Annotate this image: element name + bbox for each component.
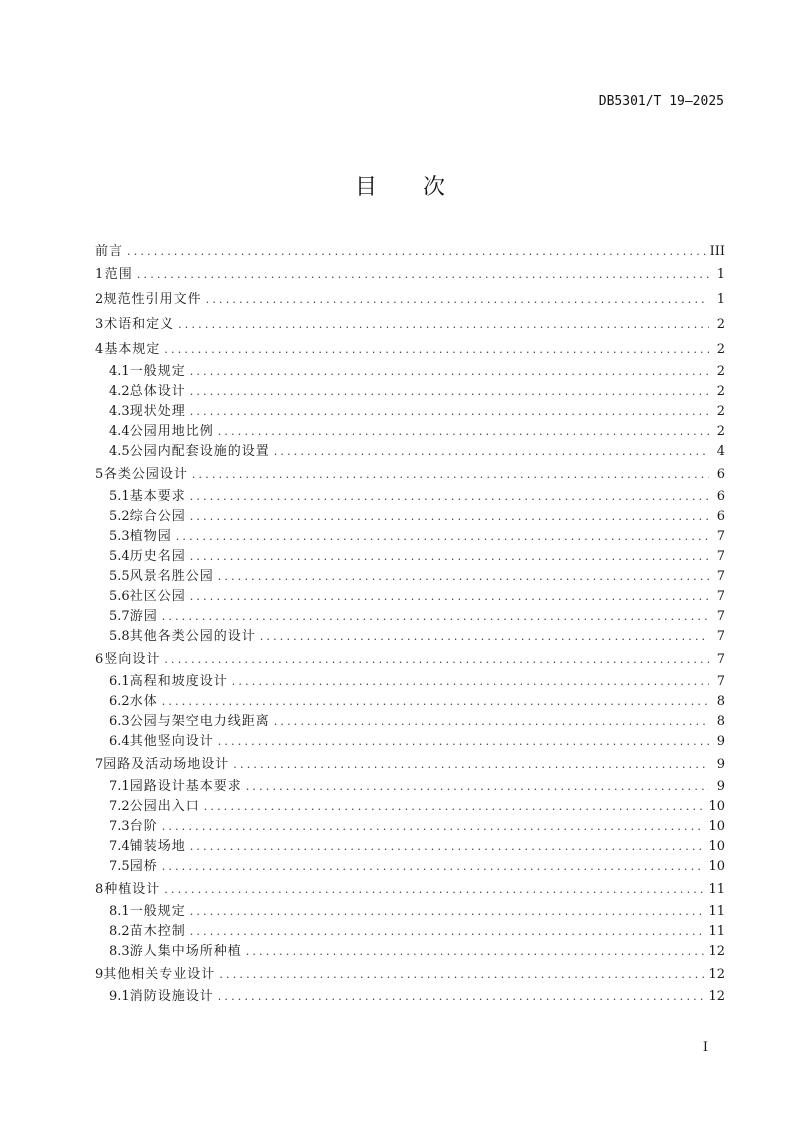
- toc-entry-label: 总体设计: [129, 384, 186, 399]
- toc-entry-number: 7.2: [109, 799, 130, 814]
- toc-entry-label: 范围: [104, 267, 133, 282]
- toc-entry-number: 6: [95, 652, 104, 667]
- toc-entry-page: 7: [716, 589, 725, 604]
- toc-entry-label: 规范性引用文件: [103, 292, 202, 307]
- toc-entry-label: 社区公园: [129, 589, 186, 604]
- title-char-1: 目: [354, 175, 377, 200]
- toc-entry-page: 12: [708, 989, 725, 1004]
- toc-subentry[interactable]: [95, 442, 725, 462]
- dot-leader: [274, 712, 709, 732]
- toc-entry[interactable]: [95, 752, 725, 777]
- toc-subentry[interactable]: [95, 362, 725, 382]
- toc-entry-number: 8.2: [109, 924, 130, 939]
- toc-entry[interactable]: [95, 337, 725, 362]
- dot-leader: [190, 902, 705, 922]
- toc-entry-page: 7: [716, 674, 725, 689]
- toc-entry-page: 12: [708, 967, 725, 982]
- dot-leader: [190, 382, 709, 402]
- toc-subentry[interactable]: [95, 942, 725, 962]
- dot-leader: [219, 962, 704, 987]
- toc-subentry[interactable]: [95, 547, 725, 567]
- toc-entry-number: 4.4: [109, 424, 130, 439]
- toc-entry-label: 前言: [95, 244, 124, 259]
- toc-entry-number: 6.1: [109, 674, 130, 689]
- toc-entry-page: 11: [708, 924, 725, 939]
- toc-entry-label: 消防设施设计: [129, 989, 214, 1004]
- toc-entry-label: 园桥: [129, 859, 158, 874]
- toc-entry-page: 7: [716, 529, 725, 544]
- toc-entry-page: 7: [716, 609, 725, 624]
- toc-entry-page: 10: [708, 799, 725, 814]
- toc-subentry[interactable]: [95, 692, 725, 712]
- toc-entry-page: 12: [708, 944, 725, 959]
- toc-entry-page: 10: [708, 819, 725, 834]
- dot-leader: [204, 797, 705, 817]
- toc-entry-number: 4.1: [109, 364, 130, 379]
- toc-entry[interactable]: [95, 647, 725, 672]
- toc-entry-label: 铺装场地: [129, 839, 186, 854]
- toc-entry-page: 9: [716, 734, 725, 749]
- toc-entry-page: 11: [708, 904, 725, 919]
- toc-entry-label: 公园用地比例: [129, 424, 214, 439]
- toc-entry-number: 2: [95, 292, 104, 307]
- toc-entry-label: 历史名园: [129, 549, 186, 564]
- toc-entry-number: 4.3: [109, 404, 130, 419]
- toc-entry-page: 2: [716, 342, 725, 357]
- toc-entry-number: 7.1: [109, 779, 130, 794]
- toc-entry-number: 7.5: [109, 859, 130, 874]
- dot-leader: [164, 337, 709, 362]
- toc-entry-number: 8.1: [109, 904, 130, 919]
- toc-entry-page: 4: [716, 444, 725, 459]
- toc-entry-label: 台阶: [129, 819, 158, 834]
- toc-subentry[interactable]: [95, 922, 725, 942]
- toc-entry-number: 3: [95, 317, 104, 332]
- toc-entry-page: 9: [716, 779, 725, 794]
- dot-leader: [162, 857, 705, 877]
- toc-subentry[interactable]: [95, 587, 725, 607]
- toc-entry-label: 一般规定: [129, 904, 186, 919]
- toc-entry-number: 8.3: [109, 944, 130, 959]
- toc-entry-label: 种植设计: [104, 882, 161, 897]
- toc-entry-page: 2: [716, 384, 725, 399]
- toc-entry[interactable]: [95, 287, 725, 312]
- toc-entry-number: 5.3: [109, 529, 130, 544]
- dot-leader: [274, 442, 709, 462]
- toc-entry-number: 5.6: [109, 589, 130, 604]
- toc-entry-page: 6: [716, 509, 725, 524]
- toc-entry-number: 6.2: [109, 694, 130, 709]
- toc-subentry[interactable]: [95, 777, 725, 797]
- toc-entry-page: 8: [716, 694, 725, 709]
- toc-entry-number: 5.8: [109, 629, 130, 644]
- document-code: DB5301/T 19—2025: [598, 94, 724, 109]
- toc-entry-number: 9.1: [109, 989, 130, 1004]
- toc-entry-number: 4.5: [109, 444, 130, 459]
- toc-entry-label: 其他相关专业设计: [103, 967, 216, 982]
- toc-subentry[interactable]: [95, 672, 725, 692]
- page-title: [0, 170, 800, 201]
- toc-entry-label: 现状处理: [129, 404, 186, 419]
- toc-entry-page: 8: [716, 714, 725, 729]
- toc-entry[interactable]: [95, 877, 725, 902]
- toc-entry-page: 2: [716, 424, 725, 439]
- dot-leader: [192, 462, 709, 487]
- toc-entry-page: 1: [716, 292, 725, 307]
- toc-subentry[interactable]: [95, 712, 725, 732]
- toc-entry-label: 植物园: [129, 529, 172, 544]
- toc-entry-number: 5.5: [109, 569, 130, 584]
- toc-subentry[interactable]: [95, 857, 725, 877]
- toc-entry-label: 高程和坡度设计: [129, 674, 228, 689]
- dot-leader: [190, 487, 709, 507]
- dot-leader: [190, 362, 709, 382]
- dot-leader: [162, 607, 709, 627]
- toc-entry-number: 4.2: [109, 384, 130, 399]
- dot-leader: [246, 777, 709, 797]
- dot-leader: [178, 312, 709, 337]
- toc-entry-page: 10: [708, 839, 725, 854]
- title-char-2: 次: [423, 175, 446, 200]
- dot-leader: [190, 837, 705, 857]
- dot-leader: [260, 627, 709, 647]
- toc-entry-number: 5.7: [109, 609, 130, 624]
- toc-entry-label: 水体: [129, 694, 158, 709]
- toc-entry-label: 园路及活动场地设计: [103, 757, 230, 772]
- toc-entry-label: 公园内配套设施的设置: [129, 444, 270, 459]
- toc-subentry[interactable]: [95, 507, 725, 527]
- toc-entry-page: 1: [716, 267, 725, 282]
- toc-entry-page: 9: [716, 757, 725, 772]
- toc-subentry[interactable]: [95, 487, 725, 507]
- toc-entry-number: 5.1: [109, 489, 130, 504]
- toc-entry-number: 5.2: [109, 509, 130, 524]
- toc-subentry[interactable]: [95, 402, 725, 422]
- toc-entry-number: 5: [95, 467, 104, 482]
- toc-entry-page: 7: [716, 629, 725, 644]
- dot-leader: [233, 752, 709, 777]
- toc-entry-page: 10: [708, 859, 725, 874]
- toc-entry-page: 6: [716, 489, 725, 504]
- toc-entry-page: 6: [716, 467, 725, 482]
- dot-leader: [164, 647, 709, 672]
- toc-entry-number: 7.4: [109, 839, 130, 854]
- toc-entry-label: 游园: [129, 609, 158, 624]
- toc-entry-label: 其他各类公园的设计: [129, 629, 256, 644]
- toc-entry-label: 基本规定: [104, 342, 161, 357]
- toc-entry-number: 6.4: [109, 734, 130, 749]
- dot-leader: [218, 987, 705, 1007]
- dot-leader: [218, 732, 709, 752]
- toc-entry-number: 1: [95, 267, 104, 282]
- toc-entry[interactable]: [95, 262, 725, 287]
- dot-leader: [127, 242, 706, 262]
- toc-entry-number: 7: [95, 757, 104, 772]
- dot-leader: [218, 422, 709, 442]
- toc-entry-label: 各类公园设计: [103, 467, 188, 482]
- toc-subentry[interactable]: [95, 837, 725, 857]
- toc-entry-label: 游人集中场所种植: [129, 944, 242, 959]
- dot-leader: [246, 942, 705, 962]
- toc-entry-page: III: [709, 244, 725, 259]
- toc-entry-label: 风景名胜公园: [129, 569, 214, 584]
- dot-leader: [206, 287, 709, 312]
- toc-entry-number: 6.3: [109, 714, 130, 729]
- dot-leader: [218, 567, 709, 587]
- toc-entry-page: 7: [716, 549, 725, 564]
- toc-entry-page: 11: [708, 882, 725, 897]
- toc-entry-number: 5.4: [109, 549, 130, 564]
- toc-entry-label: 综合公园: [129, 509, 186, 524]
- toc-subentry[interactable]: [95, 987, 725, 1007]
- toc-subentry[interactable]: [95, 902, 725, 922]
- toc-entry-number: 9: [95, 967, 104, 982]
- toc-entry-page: 2: [716, 404, 725, 419]
- dot-leader: [232, 672, 709, 692]
- toc-entry-page: 7: [716, 569, 725, 584]
- toc-entry-label: 其他竖向设计: [129, 734, 214, 749]
- toc-entry-label: 一般规定: [129, 364, 186, 379]
- toc-entry-page: 7: [716, 652, 725, 667]
- toc-entry-page: 2: [716, 364, 725, 379]
- toc-entry-label: 园路设计基本要求: [129, 779, 242, 794]
- dot-leader: [162, 817, 705, 837]
- dot-leader: [190, 547, 709, 567]
- toc-entry-number: 7.3: [109, 819, 130, 834]
- toc-entry-label: 苗木控制: [129, 924, 186, 939]
- footer-page-number: I: [702, 1040, 708, 1055]
- dot-leader: [137, 262, 709, 287]
- toc-entry-label: 基本要求: [129, 489, 186, 504]
- dot-leader: [190, 507, 709, 527]
- toc-subentry[interactable]: [95, 527, 725, 547]
- toc-entry-number: 4: [95, 342, 104, 357]
- toc-entry-label: 术语和定义: [104, 317, 175, 332]
- toc-subentry[interactable]: [95, 732, 725, 752]
- dot-leader: [176, 527, 709, 547]
- table-of-contents: [95, 242, 725, 1007]
- toc-subentry[interactable]: [95, 797, 725, 817]
- dot-leader: [164, 877, 704, 902]
- dot-leader: [190, 587, 709, 607]
- toc-entry-page: 2: [716, 317, 725, 332]
- toc-entry[interactable]: [95, 312, 725, 337]
- toc-entry[interactable]: [95, 962, 725, 987]
- toc-subentry[interactable]: [95, 607, 725, 627]
- toc-entry-number: 8: [95, 882, 104, 897]
- dot-leader: [190, 922, 705, 942]
- toc-subentry[interactable]: [95, 422, 725, 442]
- toc-entry-label: 竖向设计: [104, 652, 161, 667]
- toc-subentry[interactable]: [95, 817, 725, 837]
- toc-entry[interactable]: [95, 242, 725, 262]
- toc-entry-label: 公园与架空电力线距离: [129, 714, 270, 729]
- toc-subentry[interactable]: [95, 567, 725, 587]
- dot-leader: [190, 402, 709, 422]
- toc-subentry[interactable]: [95, 382, 725, 402]
- toc-subentry[interactable]: [95, 627, 725, 647]
- toc-entry-label: 公园出入口: [129, 799, 200, 814]
- dot-leader: [162, 692, 709, 712]
- toc-entry[interactable]: [95, 462, 725, 487]
